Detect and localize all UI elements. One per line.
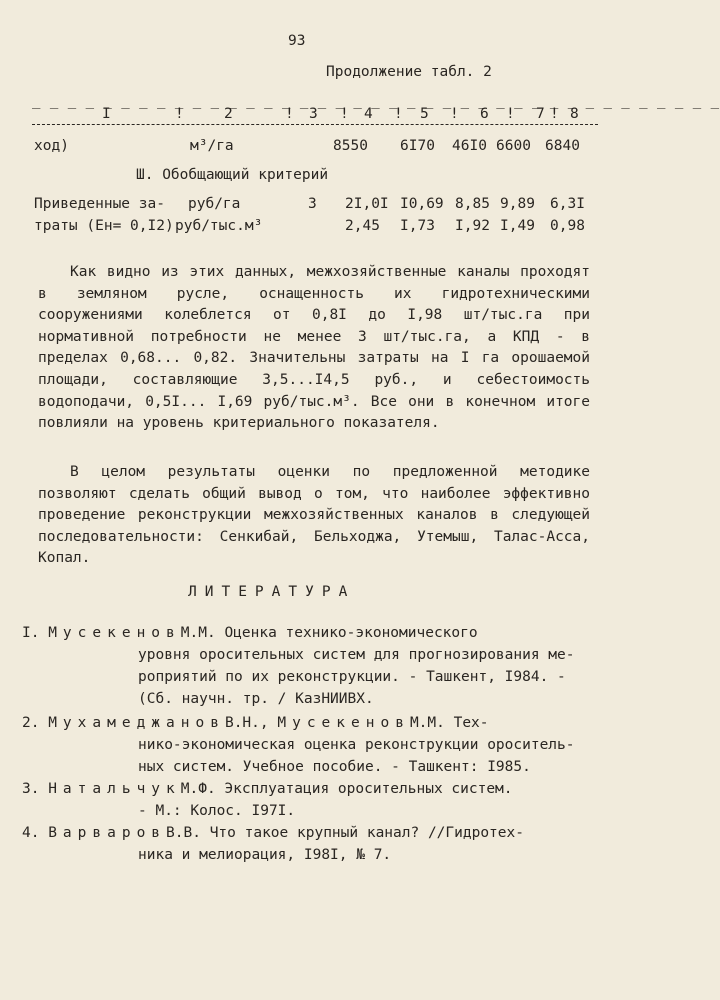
row-col3: 3	[308, 196, 317, 212]
table-row	[0, 217, 648, 237]
ref-text: Тех-	[453, 715, 489, 731]
row-value: I,73	[400, 218, 435, 234]
ref-continuation: ника и мелиорация, I98I, № 7.	[138, 847, 392, 863]
header-sep: !	[175, 106, 184, 122]
header-sep: !	[340, 106, 349, 122]
table-section-heading	[0, 166, 648, 186]
row-label: ход)	[34, 138, 69, 154]
row-value: 6600	[496, 138, 531, 154]
reference-item	[22, 822, 588, 866]
literature-heading: ЛИТЕРАТУРА	[188, 584, 356, 600]
row-value: I,49	[500, 218, 535, 234]
header-col-3: 3	[309, 106, 318, 122]
header-sep: !	[450, 106, 459, 122]
ref-initials: М.М.	[180, 625, 216, 641]
table-caption: Продолжение табл. 2	[326, 64, 492, 80]
row-value: 6,3I	[550, 196, 585, 212]
row-value: 0,98	[550, 218, 585, 234]
ref-number: I.	[22, 625, 40, 641]
ref-number: 4.	[22, 825, 40, 841]
header-col-1: I	[102, 106, 111, 122]
ref-author: Мусекенов	[48, 625, 181, 641]
row-label: траты (Eн= 0,I2)	[34, 218, 174, 234]
section-label: Ш. Обобщающий критерий	[136, 167, 329, 183]
ref-continuation: ных систем. Учебное пособие. - Ташкент: I985.	[138, 759, 531, 775]
row-value: I,92	[455, 218, 490, 234]
ref-number: 2.	[22, 715, 40, 731]
row-value: 6I70	[400, 138, 435, 154]
table-row	[0, 195, 648, 215]
ref-continuation: (Сб. научн. тр. / КазНИИВХ.	[138, 691, 374, 707]
row-value: 9,89	[500, 196, 535, 212]
ref-author: Мухамеджанов	[48, 715, 225, 731]
header-col-7: 7	[536, 106, 545, 122]
header-col-6: 6	[480, 106, 489, 122]
row-value: 6840	[545, 138, 580, 154]
body-paragraph: Как видно из этих данных, межхозяйственные каналы проходят в земляном русле, оснащенность их гидротехническими сооружениями колеблется от 0,8I до I,98 шт/тыс.га при нормативной потребности не менее 3 шт/тыс.га, а КПД - в пределах 0,68... 0,82. Значительны затраты на I га орошаемой площади, составляющие 3,5...I4,5 руб., и себестоимость водоподачи, 0,5I... I,69 руб/тыс.м³. Все они в конечном итоге повлияли на уровень критериального показателя.	[38, 264, 590, 432]
page-number: 93	[288, 33, 306, 49]
body-paragraph: В целом результаты оценки по предложенной методике позволяют сделать общий вывод о том, что наиболее эффективно проведение реконструкции межхозяйственных каналов в следующей последовательности: Сенкибай, Бельходжа, Утемыш, Талас-Асса, Копал.	[38, 464, 590, 567]
reference-item	[22, 622, 588, 710]
ref-text: Эксплуатация оросительных систем.	[224, 781, 513, 797]
ref-continuation: - М.: Колос. I97I.	[138, 803, 296, 819]
row-unit: руб/тыс.м³	[175, 218, 263, 234]
ref-continuation: нико-экономическая оценка реконструкции ороситель-	[138, 737, 575, 753]
ref-author: Натальчук	[48, 781, 181, 797]
header-sep: !	[550, 106, 559, 122]
header-col-8: 8	[570, 106, 579, 122]
ref-text: Что такое крупный канал? //Гидротех-	[209, 825, 524, 841]
ref-initials: В.Н.,	[224, 715, 269, 731]
ref-initials: В.В.	[166, 825, 201, 841]
row-value: 2I,0I	[345, 196, 389, 212]
table-rule-top: _ _ _ _ _ _ _ _ _ _ _ _ _ _ _ _ _ _ _ _ _ _ _ _ _ _ _ _ _ _ _ _ _ _ _ _ _ _ _	[32, 93, 720, 109]
row-value: 2,45	[345, 218, 380, 234]
table-rule-bottom	[32, 124, 598, 125]
header-col-5: 5	[420, 106, 429, 122]
header-sep: !	[506, 106, 515, 122]
row-unit: руб/га	[188, 196, 241, 212]
table-header	[32, 98, 598, 132]
row-value: I0,69	[400, 196, 444, 212]
header-col-2: 2	[224, 106, 233, 122]
row-value: 46I0	[452, 138, 487, 154]
row-label: Приведенные за-	[34, 196, 165, 212]
ref-initials: М.М.	[409, 715, 445, 731]
header-col-4: 4	[364, 106, 373, 122]
reference-item	[22, 778, 588, 822]
ref-text: Оценка технико-экономического	[224, 625, 478, 641]
row-value: 8,85	[455, 196, 490, 212]
ref-continuation: уровня оросительных систем для прогнозирования ме-	[138, 647, 575, 663]
row-value: 8550	[333, 138, 368, 154]
header-sep: !	[394, 106, 403, 122]
row-unit: м³/га	[190, 138, 234, 154]
ref-author: Мусекенов	[277, 715, 410, 731]
header-sep: !	[285, 106, 294, 122]
ref-continuation: роприятий по их реконструкции. - Ташкент, I984. -	[138, 669, 566, 685]
ref-initials: М.Ф.	[180, 781, 216, 797]
ref-number: 3.	[22, 781, 40, 797]
ref-author: Варваров	[48, 825, 167, 841]
table-row	[0, 137, 648, 157]
reference-item	[22, 712, 588, 778]
